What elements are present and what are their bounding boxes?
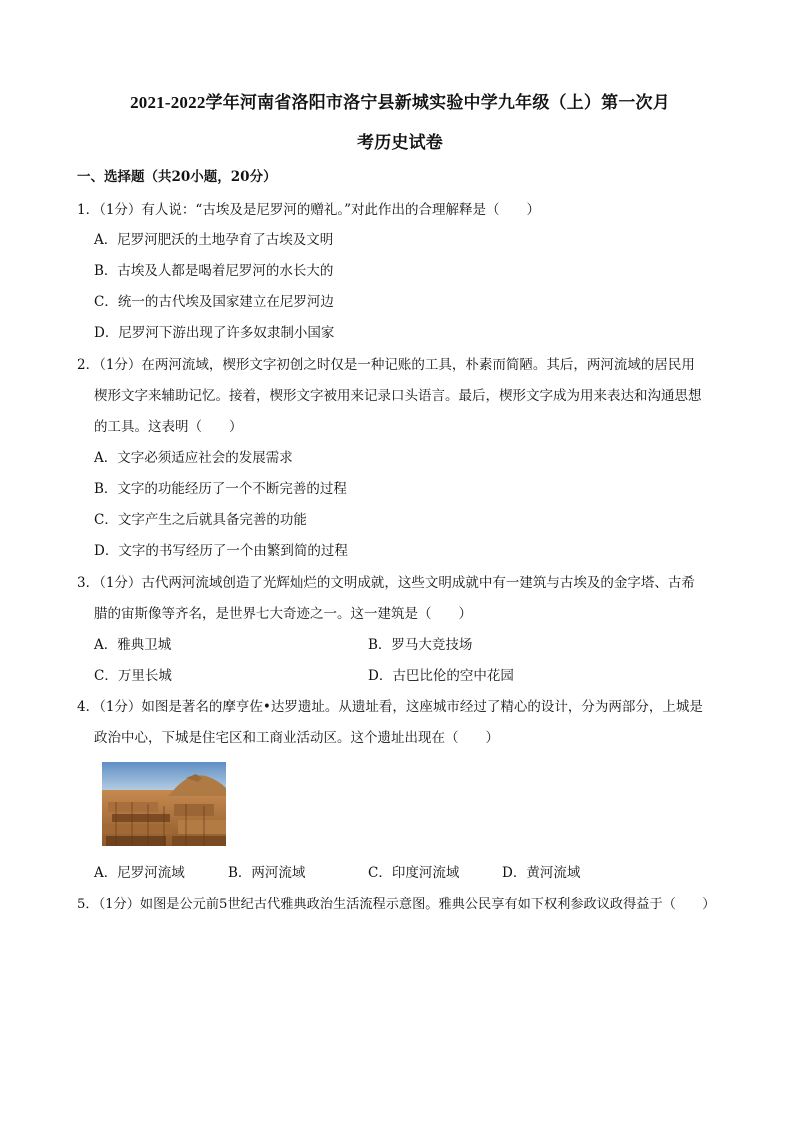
question-stem-line: 的工具。这表明（ ） [94,419,243,435]
question-number: 5．（1分）如图是公元前5世纪古代雅典政治生活流程示意图。雅典公民享有如下权利参政议政得益于（ ） [77,897,716,912]
option-d[interactable]: D．黄河流域 [502,865,581,881]
mohenjo-daro-ruins-photo [102,762,226,846]
question-stem-line: （1分）古代两河流域创造了光辉灿烂的文明成就，这些文明成就中有一建筑与古埃及的金字塔、古希 [99,575,695,591]
option-d[interactable]: D．古巴比伦的空中花园 [368,668,514,684]
option-d[interactable]: D．文字的书写经历了一个由繁到简的过程 [94,543,348,559]
option-c[interactable]: C．万里长城 [94,668,172,684]
option-a[interactable]: A．尼罗河流域 [94,865,185,881]
option-b[interactable]: B．罗马大竞技场 [368,637,473,653]
option-b[interactable]: B．古埃及人都是喝着尼罗河的水长大的 [94,263,334,279]
option-b[interactable]: B．文字的功能经历了一个不断完善的过程 [94,481,347,497]
question-stem-line: （1分）有人说：“古埃及是尼罗河的赠礼。”对此作出的合理解释是（ ） [99,202,540,218]
question-number: 4．（1分）如图是著名的摩亨佐•达罗遗址。从遗址看，这座城市经过了精心的设计，分为两部分，上城是 [77,699,703,715]
option-c[interactable]: C．文字产生之后就具备完善的功能 [94,512,307,528]
question-number: 1．（1分）有人说：“古埃及是尼罗河的赠礼。”对此作出的合理解释是（ ） [77,202,540,218]
question-number: 3．（1分）古代两河流域创造了光辉灿烂的文明成就，这些文明成就中有一建筑与古埃及的金字塔、古希 [77,575,695,591]
option-c[interactable]: C．印度河流域 [368,865,460,881]
exam-title-line-2: 考历史试卷 [357,133,443,152]
question-number: 2．（1分）在两河流域，楔形文字初创之时仅是一种记账的工具，朴素而简陋。其后，两河流域的居民用 [77,357,695,373]
option-a[interactable]: A．尼罗河肥沃的土地孕育了古埃及文明 [94,232,334,248]
question-stem-line: 政治中心，下城是住宅区和工商业活动区。这个遗址出现在（ ） [94,730,499,746]
option-a[interactable]: A．文字必须适应社会的发展需求 [94,450,293,466]
question-stem-line: 楔形文字来辅助记忆。接着，楔形文字被用来记录口头语言。最后，楔形文字成为用来表达和沟通思想 [94,388,702,404]
section-heading: 一、选择题（共20小题，20分） [77,169,277,185]
question-stem-line: （1分）如图是著名的摩亨佐•达罗遗址。从遗址看，这座城市经过了精心的设计，分为两部分，上城是 [99,699,703,715]
exam-title-line-1: 2021-2022学年河南省洛阳市洛宁县新城实验中学九年级（上）第一次月 [130,93,670,112]
option-a[interactable]: A．雅典卫城 [94,637,172,653]
question-stem-line: （1分）在两河流域，楔形文字初创之时仅是一种记账的工具，朴素而简陋。其后，两河流域的居民用 [99,357,695,373]
option-b[interactable]: B．两河流域 [228,865,306,881]
question-stem-line: 腊的宙斯像等齐名，是世界七大奇迹之一。这一建筑是（ ） [94,606,472,622]
question-stem-line: （1分）如图是公元前5世纪古代雅典政治生活流程示意图。雅典公民享有如下权利参政议政得益于（ ） [98,897,716,912]
option-c[interactable]: C．统一的古代埃及国家建立在尼罗河边 [94,294,334,310]
option-d[interactable]: D．尼罗河下游出现了许多奴隶制小国家 [94,325,335,341]
